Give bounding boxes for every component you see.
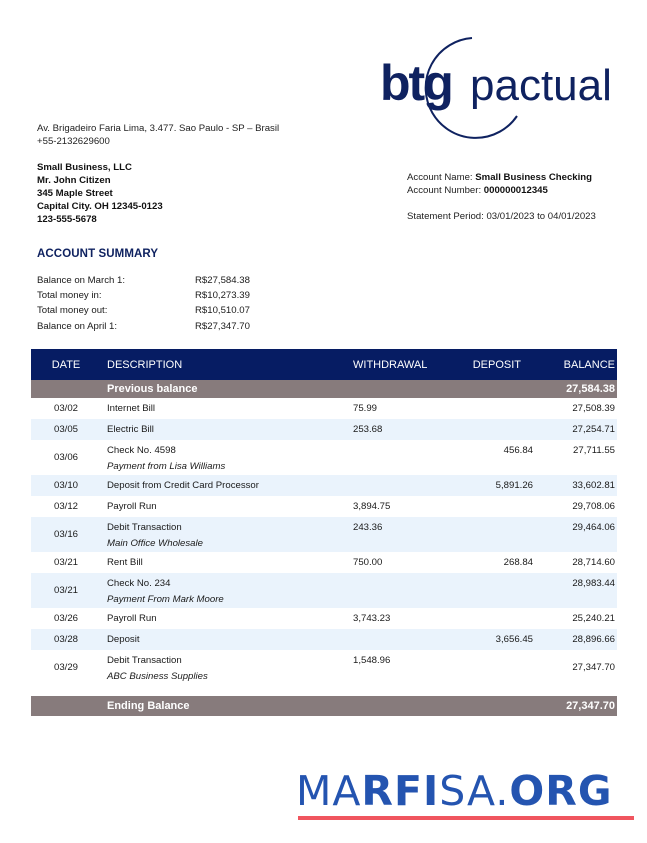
row-withdrawal: 243.36 (353, 522, 383, 533)
row-date: 03/05 (53, 424, 78, 435)
summary-value: R$10,510.07 (195, 305, 250, 317)
row-withdrawal (347, 573, 447, 608)
account-number (407, 184, 596, 197)
row-description: Deposit (107, 634, 140, 645)
row-balance: 25,240.21 (572, 613, 615, 624)
header-description: DESCRIPTION (107, 358, 183, 371)
row-balance: 28,896.66 (572, 634, 615, 645)
row-description: Electric Bill (107, 424, 154, 435)
row-withdrawal: 3,743.23 (353, 613, 391, 624)
row-description: Deposit from Credit Card Processor (107, 480, 259, 491)
row-deposit (447, 573, 537, 608)
row-description-cell (101, 440, 347, 475)
account-name-value: Small Business Checking (475, 172, 593, 183)
customer-street: 345 Maple Street (37, 188, 113, 199)
row-date: 03/26 (53, 613, 78, 624)
row-date: 03/16 (53, 529, 78, 540)
summary-title: ACCOUNT SUMMARY (37, 248, 159, 260)
account-number-value: 000000012345 (483, 185, 548, 196)
row-sub-description: Payment From Mark Moore (107, 594, 224, 605)
row-deposit: 5,891.26 (495, 480, 533, 491)
table-header (31, 349, 617, 380)
bank-address: Av. Brigadeiro Faria Lima, 3.477. Sao Paulo - SP – Brasil (37, 123, 280, 134)
header-deposit: DEPOSIT (472, 358, 521, 371)
statement-period: Statement Period: 03/01/2023 to 04/01/2023 (407, 211, 596, 222)
row-balance: 33,602.81 (572, 480, 615, 491)
row-deposit (447, 517, 537, 552)
row-balance: 27,508.39 (572, 403, 615, 414)
row-withdrawal: 3,894.75 (353, 501, 391, 512)
row-description: Payroll Run (107, 613, 157, 624)
table-row (31, 419, 617, 440)
table-row (31, 573, 617, 608)
customer-address-block (37, 161, 163, 226)
row-date: 03/10 (53, 480, 78, 491)
watermark (296, 768, 636, 820)
previous-balance-row (31, 380, 617, 398)
account-info (407, 171, 596, 223)
table-row (31, 650, 617, 685)
row-date: 03/06 (53, 452, 78, 463)
bank-phone: +55-2132629600 (37, 136, 110, 147)
row-description: Internet Bill (107, 403, 155, 414)
customer-city: Capital City. OH 12345-0123 (37, 201, 163, 212)
watermark-underline (298, 816, 634, 820)
ending-balance-label: Ending Balance (107, 700, 190, 712)
customer-phone: 123-555-5678 (37, 214, 97, 225)
row-date: 03/12 (53, 501, 78, 512)
customer-name: Mr. John Citizen (37, 175, 111, 186)
table-row (31, 608, 617, 629)
row-deposit: 3,656.45 (495, 634, 533, 645)
row-description: Debit Transaction (107, 522, 182, 533)
account-number-label: Account Number: (407, 185, 482, 196)
row-withdrawal: 1,548.96 (353, 655, 391, 666)
summary-row (37, 273, 250, 288)
table-row (31, 552, 617, 573)
row-description-cell (101, 517, 347, 552)
row-deposit: 268.84 (503, 557, 533, 568)
summary-row (37, 288, 250, 303)
previous-balance-value: 27,584.38 (566, 383, 615, 395)
row-description: Debit Transaction (107, 655, 182, 666)
watermark-text: MARFISA.ORG (296, 767, 613, 815)
bank-logo (352, 36, 617, 141)
row-sub-description: ABC Business Supplies (107, 671, 208, 682)
summary-row (37, 319, 250, 334)
row-balance: 27,347.70 (572, 662, 615, 673)
customer-company: Small Business, LLC (37, 162, 132, 173)
row-description: Payroll Run (107, 501, 157, 512)
table-row (31, 398, 617, 419)
table-row (31, 517, 617, 552)
row-date: 03/29 (53, 662, 78, 673)
row-description: Check No. 4598 (107, 445, 176, 456)
header-withdrawal: WITHDRAWAL (353, 358, 428, 371)
account-name-label: Account Name: (407, 172, 473, 183)
previous-balance-label: Previous balance (107, 383, 198, 395)
row-description-cell (101, 573, 347, 608)
ending-balance-row (31, 696, 617, 716)
row-withdrawal: 253.68 (353, 424, 383, 435)
row-date: 03/21 (53, 557, 78, 568)
logo-btg: btg (380, 55, 452, 111)
table-row (31, 496, 617, 517)
row-balance: 29,708.06 (572, 501, 615, 512)
summary-value: R$10,273.39 (195, 290, 250, 302)
summary-label: Balance on March 1: (37, 275, 125, 286)
header-balance: BALANCE (563, 358, 615, 371)
row-withdrawal: 750.00 (353, 557, 383, 568)
row-sub-description: Main Office Wholesale (107, 538, 203, 549)
summary-value: R$27,584.38 (195, 275, 250, 286)
summary-label: Total money out: (37, 305, 108, 317)
row-withdrawal (347, 440, 447, 475)
account-name (407, 171, 596, 184)
row-balance: 29,464.06 (572, 522, 615, 533)
row-withdrawal: 75.99 (353, 403, 378, 414)
account-summary (37, 273, 250, 334)
bank-address-block (37, 122, 279, 148)
btg-pactual-logo-icon (352, 36, 617, 141)
transactions-table (31, 349, 617, 716)
row-deposit (447, 650, 537, 685)
row-balance: 28,983.44 (572, 578, 615, 589)
row-description-cell (101, 650, 347, 685)
row-sub-description: Payment from Lisa Williams (107, 461, 226, 472)
row-balance: 27,254.71 (572, 424, 615, 435)
row-deposit: 456.84 (503, 445, 533, 456)
row-balance: 27,711.55 (573, 445, 615, 456)
row-date: 03/21 (53, 585, 78, 596)
row-date: 03/28 (53, 634, 78, 645)
row-date: 03/02 (53, 403, 78, 414)
ending-balance-value: 27,347.70 (566, 700, 615, 712)
logo-pactual: pactual (470, 61, 612, 110)
header-date: DATE (51, 358, 81, 371)
table-row (31, 475, 617, 496)
table-row (31, 629, 617, 650)
summary-label: Balance on April 1: (37, 320, 118, 332)
summary-label: Total money in: (37, 290, 102, 302)
summary-row (37, 303, 250, 318)
summary-value: R$27,347.70 (195, 320, 250, 332)
table-row (31, 440, 617, 475)
row-balance: 28,714.60 (572, 557, 615, 568)
row-description: Rent Bill (107, 557, 143, 568)
row-description: Check No. 234 (107, 578, 171, 589)
